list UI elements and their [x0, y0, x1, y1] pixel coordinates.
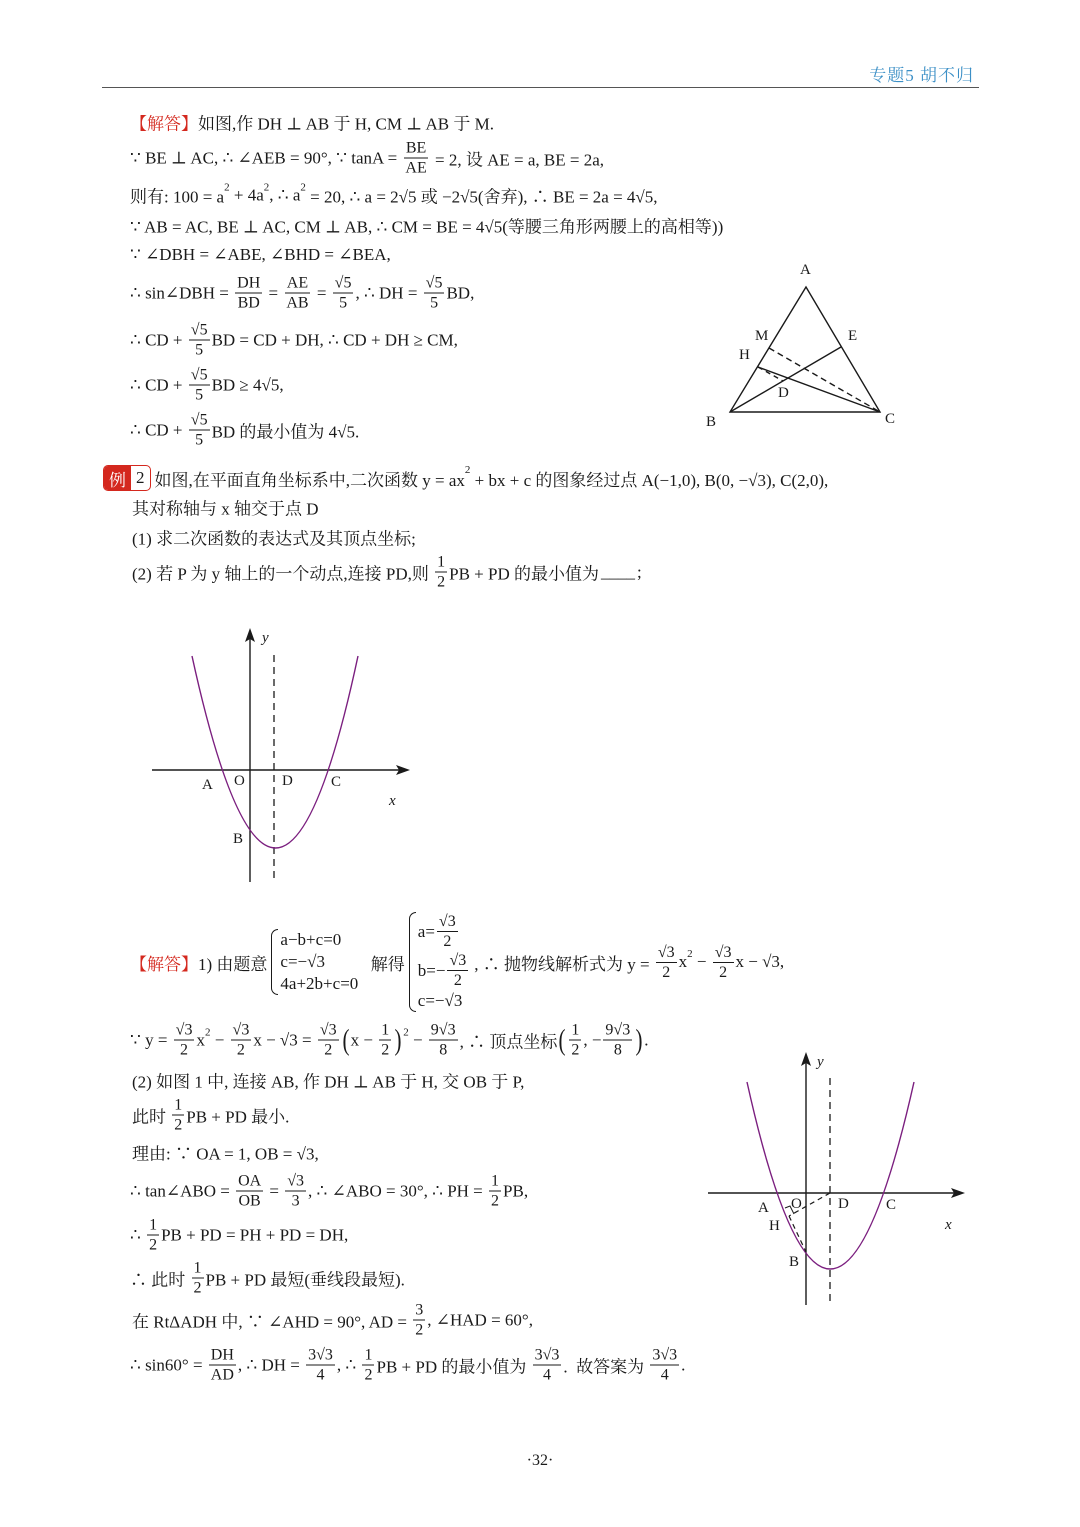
denominator: 5: [195, 431, 204, 449]
numerator: √3: [438, 913, 456, 930]
numerator: DH: [237, 274, 261, 292]
answer-blank: ____: [601, 562, 636, 581]
text-run: , ∴ DH =: [237, 1355, 305, 1374]
text-run: PB + PD 最小.: [186, 1107, 290, 1127]
triangle-abc: [730, 287, 880, 412]
denominator: 8: [439, 1041, 448, 1059]
numerator: AE: [286, 274, 309, 292]
superscript: 2: [263, 181, 270, 193]
label-c: C: [885, 411, 896, 427]
denominator: 2: [415, 1321, 424, 1339]
label-a: A: [800, 262, 811, 278]
text-run: ∴ CD +: [130, 420, 187, 439]
label-c: C: [331, 774, 342, 790]
denominator: 2: [491, 1192, 500, 1210]
big-paren: ): [635, 1023, 643, 1056]
label-o: O: [234, 773, 245, 789]
text-run: x: [678, 952, 688, 971]
text-run: (1) 求二次函数的表达式及其顶点坐标;: [132, 529, 416, 549]
text-run: 1) 由题意: [198, 954, 268, 974]
denominator: 2: [149, 1236, 158, 1254]
text-run: , ∠HAD = 60°,: [427, 1310, 533, 1329]
denominator: 2: [443, 933, 452, 950]
denominator: 2: [437, 573, 446, 591]
text-run: BD = CD + DH, ∴ CD + DH ≥ CM,: [211, 330, 458, 349]
numerator: 1: [193, 1259, 202, 1277]
text-run: b=−: [417, 960, 446, 980]
text-run: = 20, ∴ a = 2√5 或 −2√5(舍弃), ∴ BE = 2a = 4√5,: [305, 187, 658, 207]
text-run: (2) 若 P 为 y 轴上的一个动点,连接 PD,则: [132, 564, 434, 584]
text-run: .: [644, 1030, 649, 1049]
numerator: 3√3: [308, 1346, 333, 1364]
numerator: 1: [571, 1021, 580, 1039]
badge-label: 例: [104, 466, 131, 490]
graph2-figure: [708, 1052, 965, 1305]
label-y: y: [817, 1054, 824, 1070]
text-run: ∵ AB = AC, BE ⊥ AC, CM ⊥ AB, ∴ CM = BE = 4√5(等腰三角形两腰上的高相等)): [130, 217, 724, 237]
text-run: , ∴ a: [269, 185, 301, 204]
numerator: 9√3: [605, 1021, 631, 1039]
denominator: AE: [405, 159, 427, 177]
numerator: OA: [238, 1172, 262, 1190]
numerator: √5: [334, 274, 352, 292]
label-d: D: [282, 773, 293, 789]
label-b: B: [789, 1254, 800, 1270]
denominator: 4: [660, 1366, 669, 1384]
text-run: x: [196, 1030, 205, 1049]
text-run: 如图,作 DH ⊥ AB 于 H, CM ⊥ AB 于 M.: [198, 114, 494, 134]
big-paren: ): [394, 1023, 402, 1056]
denominator: BD: [237, 294, 260, 312]
denominator: 2: [662, 963, 671, 981]
segment-hb-dashed: [789, 1216, 806, 1252]
text-run: x − √3 =: [253, 1030, 316, 1049]
text-run: , ∴ 抛物线解析式为 y =: [474, 954, 654, 974]
label-b: B: [233, 831, 244, 847]
text-run: , −: [583, 1030, 602, 1049]
denominator: OB: [238, 1192, 261, 1210]
text-run: 此时: [132, 1107, 171, 1127]
header-title: 专题5 胡不归: [869, 66, 974, 85]
answer-label: 【解答】: [130, 954, 198, 974]
text-run: ∴: [130, 1225, 146, 1244]
numerator: 3: [415, 1301, 424, 1319]
label-x: x: [945, 1217, 952, 1233]
text-run: BD ≥ 4√5,: [211, 375, 284, 394]
answer-label: 【解答】: [130, 114, 198, 134]
label-a: A: [758, 1200, 769, 1216]
text-run: x − √3,: [735, 952, 785, 971]
label-h: H: [739, 347, 750, 363]
label-b: B: [706, 414, 717, 430]
denominator: 4: [543, 1366, 551, 1384]
segment-hc: [758, 367, 880, 412]
superscript: 2: [464, 464, 471, 476]
text-run: BD,: [446, 283, 475, 302]
numerator: 1: [149, 1216, 158, 1234]
text-run: 则有: 100 = a: [130, 187, 225, 207]
text-run: PB + PD = PH + PD = DH,: [161, 1225, 349, 1244]
label-m: M: [755, 328, 769, 344]
denominator: 2: [381, 1041, 390, 1059]
text-run: 在 RtΔADH 中, ∵ ∠AHD = 90°, AD =: [132, 1312, 412, 1332]
text-run: , ∴ 顶点坐标: [459, 1032, 558, 1052]
text-run: + 4a: [229, 185, 264, 204]
text-run: PB + PD 最短(垂线段最短).: [205, 1270, 405, 1290]
text-run: 4a+2b+c=0: [280, 974, 359, 993]
text-run: , ∴: [336, 1355, 361, 1374]
denominator: 8: [613, 1041, 622, 1059]
denominator: 2: [193, 1279, 202, 1297]
graph1-figure: [152, 628, 410, 882]
denominator: 3: [291, 1192, 300, 1210]
numerator: 1: [437, 553, 446, 571]
denominator: 5: [195, 341, 204, 359]
numerator: DH: [210, 1346, 234, 1364]
text-run: =: [312, 283, 331, 302]
text-run: ∴ CD +: [130, 375, 187, 394]
superscript: 2: [687, 948, 693, 960]
big-paren: (: [558, 1023, 566, 1056]
denominator: AD: [210, 1366, 234, 1384]
label-y: y: [262, 630, 269, 646]
text-run: −: [692, 952, 711, 971]
numerator: 3√3: [534, 1346, 560, 1364]
label-d: D: [778, 385, 789, 401]
text-run: PB + PD 的最小值为: [449, 564, 600, 584]
text-run: −: [408, 1030, 427, 1049]
denominator: 5: [195, 386, 204, 404]
label-c: C: [886, 1197, 897, 1213]
text-run: ∵ y =: [130, 1030, 172, 1049]
numerator: 1: [174, 1096, 183, 1114]
label-d: D: [838, 1196, 849, 1212]
numerator: √3: [714, 943, 732, 961]
text-run: 解得: [362, 954, 405, 974]
numerator: √3: [175, 1021, 193, 1039]
label-a: A: [202, 777, 213, 793]
denominator: 2: [324, 1041, 333, 1059]
superscript: 2: [204, 1026, 211, 1038]
numerator: √3: [287, 1172, 305, 1190]
superscript: 2: [224, 181, 230, 193]
segment-dh-dashed: [758, 367, 783, 381]
text-run: ;: [637, 562, 642, 581]
numerator: 9√3: [430, 1021, 456, 1039]
text-run: , ∴ ∠ABO = 30°, ∴ PH =: [308, 1181, 488, 1200]
text-run: =: [265, 1181, 284, 1200]
text-run: ∵ ∠DBH = ∠ABE, ∠BHD = ∠BEA,: [130, 245, 391, 264]
denominator: 2: [364, 1366, 373, 1384]
text-run: = 2, 设 AE = a, BE = 2a,: [430, 150, 604, 170]
denominator: 5: [430, 294, 439, 312]
text-run: PB,: [503, 1181, 529, 1200]
numerator: √5: [425, 274, 443, 292]
text-run: ∴ CD +: [130, 330, 187, 349]
text-run: =: [264, 283, 283, 302]
numerator: 3√3: [652, 1346, 678, 1364]
denominator: 2: [236, 1041, 245, 1059]
denominator: AB: [286, 294, 309, 312]
text-run: ∴ sin60° =: [130, 1355, 207, 1374]
text-run: PB + PD 的最小值为: [376, 1357, 531, 1377]
text-run: , ∴ DH =: [355, 283, 422, 302]
text-run: BD 的最小值为 4√5.: [211, 422, 360, 442]
text-run: x −: [350, 1030, 378, 1049]
text-run: c=−√3: [417, 991, 463, 1010]
page-number: ·32·: [526, 1452, 554, 1469]
numerator: BE: [405, 139, 427, 157]
label-o: O: [791, 1196, 802, 1212]
denominator: 2: [719, 963, 728, 981]
denominator: 2: [571, 1041, 580, 1059]
text-run: + bx + c 的图象经过点 A(−1,0), B(0, −√3), C(2,0),: [470, 470, 829, 490]
badge-number: 2: [136, 468, 145, 487]
text-run: 如图,在平面直角坐标系中,二次函数 y = ax: [154, 470, 465, 490]
text-run: (2) 如图 1 中, 连接 AB, 作 DH ⊥ AB 于 H, 交 OB 于 P,: [132, 1072, 525, 1092]
denominator: 5: [339, 294, 348, 312]
text-run: ∵ BE ⊥ AC, ∴ ∠AEB = 90°, ∵ tanA =: [130, 148, 402, 167]
triangle-figure: [730, 287, 880, 412]
text-run: ∴ 此时: [130, 1270, 190, 1290]
numerator: √3: [449, 952, 467, 969]
numerator: 1: [364, 1346, 373, 1364]
numerator: √5: [190, 321, 208, 339]
denominator: 2: [453, 972, 462, 989]
text-run: . 故答案为: [563, 1357, 649, 1377]
text-run: .: [681, 1355, 686, 1374]
label-h: H: [769, 1218, 780, 1234]
text-run: a=: [417, 921, 435, 941]
denominator: 2: [174, 1116, 183, 1134]
denominator: 4: [316, 1366, 325, 1384]
numerator: √3: [232, 1021, 250, 1039]
superscript: 2: [403, 1026, 409, 1038]
numerator: 1: [381, 1021, 390, 1039]
label-e: E: [848, 328, 858, 344]
text-run: ∴ tan∠ABO =: [130, 1181, 235, 1200]
text-run: 理由: ∵ OA = 1, OB = √3,: [132, 1144, 319, 1164]
numerator: √3: [319, 1021, 337, 1039]
text-run: ∴ sin∠DBH =: [130, 283, 234, 302]
text-run: −: [210, 1030, 229, 1049]
text-run: a−b+c=0: [280, 930, 342, 949]
numerator: 1: [491, 1172, 500, 1190]
denominator: 2: [180, 1041, 189, 1059]
numerator: √5: [190, 411, 208, 429]
big-paren: (: [342, 1023, 350, 1056]
label-x: x: [389, 793, 396, 809]
superscript: 2: [300, 181, 306, 193]
text-run: c=−√3: [280, 952, 325, 971]
numerator: √3: [657, 943, 675, 961]
parabola-curve: [192, 656, 358, 848]
text-run: 其对称轴与 x 轴交于点 D: [132, 499, 319, 519]
numerator: √5: [190, 366, 208, 384]
